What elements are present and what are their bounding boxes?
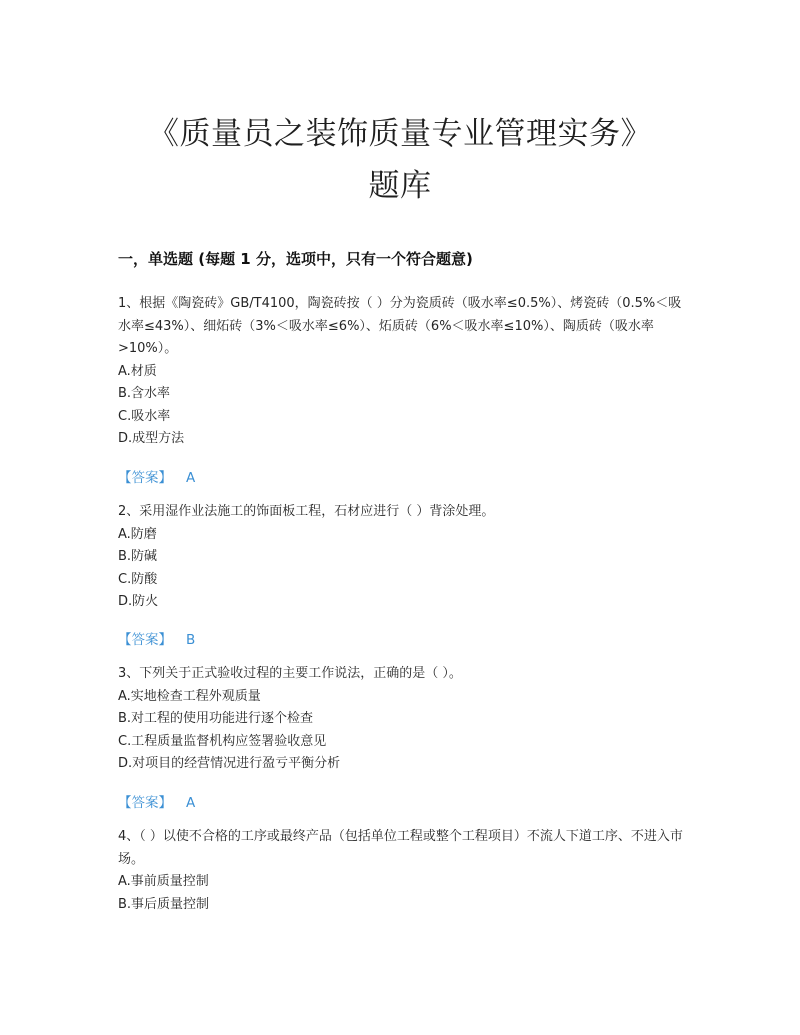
answer-label: 【答案】 <box>118 795 172 811</box>
option-a: A.实地检查工程外观质量 <box>118 688 261 704</box>
option-a: A.材质 <box>118 363 157 379</box>
answer-value: A <box>186 470 196 486</box>
option-a: A.事前质量控制 <box>118 874 209 889</box>
option-b: B.防碱 <box>118 549 158 564</box>
option-c: C.工程质量监督机构应签署验收意见 <box>118 733 327 749</box>
section-heading: 一，单选题 (每题 1 分，选项中，只有一个符合题意) <box>118 250 473 268</box>
option-c: C.吸水率 <box>118 408 171 424</box>
option-d: D.对项目的经营情况进行盈亏平衡分析 <box>118 756 341 771</box>
question-3 <box>118 663 688 776</box>
option-b: B.含水率 <box>118 386 171 401</box>
question-text: 4、（ ）以使不合格的工序或最终产品（包括单位工程或整个工程项目）不流人下道工序、不进入市场。 <box>118 829 683 867</box>
question-text: 2、采用湿作业法施工的饰面板工程，石材应进行（ ）背涂处理。 <box>118 504 495 519</box>
option-c: C.防酸 <box>118 571 158 587</box>
option-d: D.防火 <box>118 594 159 609</box>
question-4 <box>118 826 688 916</box>
question-text: 3、下列关于正式验收过程的主要工作说法，正确的是（ ）。 <box>118 666 462 681</box>
answer-label: 【答案】 <box>118 632 172 648</box>
option-d: D.成型方法 <box>118 431 185 446</box>
document-title: 《质量员之装饰质量专业管理实务》 <box>148 116 652 152</box>
question-text: 1、根据《陶瓷砖》GB/T4100，陶瓷砖按（ ）分为瓷质砖（吸水率≤0.5%）、烤瓷砖（0.5%＜吸水率≤43%）、细炻砖（3%＜吸水率≤6%）、炻质砖（6%＜吸水率≤10%）、陶质砖（吸水率>10%）。 <box>118 296 682 356</box>
answer-value: A <box>186 795 196 811</box>
question-1 <box>118 293 688 451</box>
answer-3 <box>118 791 195 811</box>
answer-label: 【答案】 <box>118 470 172 486</box>
answer-1 <box>118 466 195 486</box>
answer-value: B <box>186 632 196 648</box>
document-title-continued: 题库 <box>368 168 432 204</box>
option-a: A.防磨 <box>118 526 157 542</box>
option-b: B.对工程的使用功能进行逐个检查 <box>118 711 314 726</box>
option-b: B.事后质量控制 <box>118 896 210 912</box>
question-2 <box>118 501 688 614</box>
answer-2 <box>118 628 195 648</box>
